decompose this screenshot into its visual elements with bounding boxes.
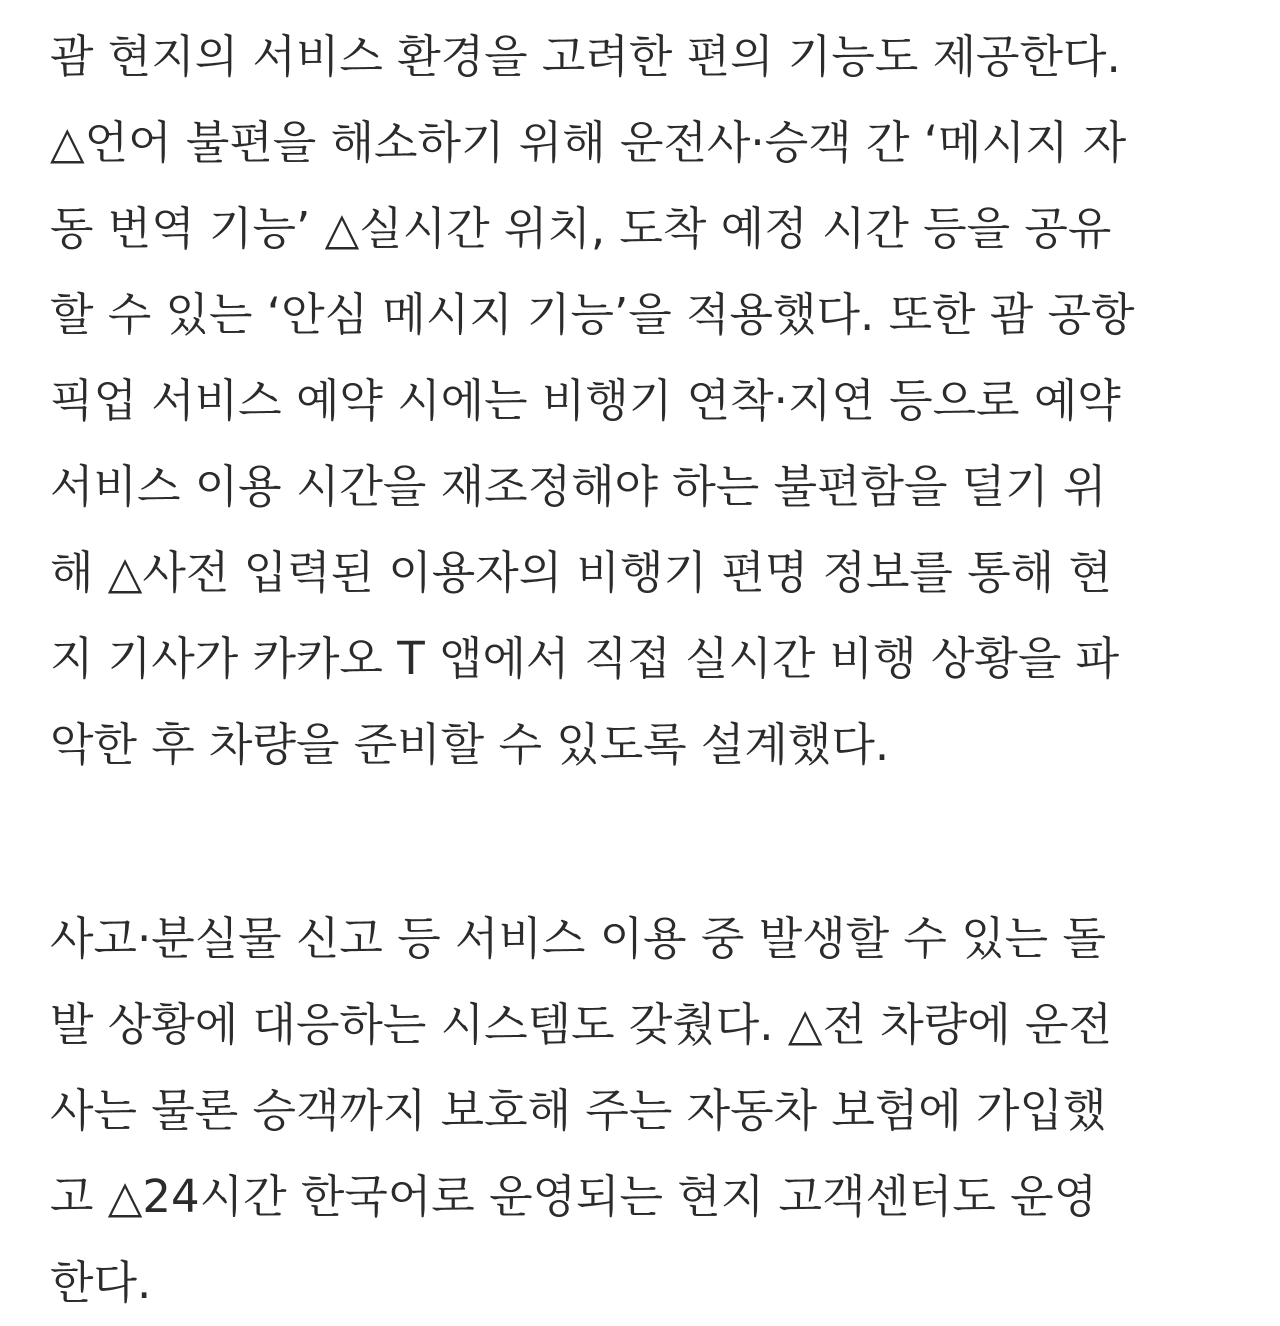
article-body (50, 14, 1240, 1326)
text-line: 악한 후 차량을 준비할 수 있도록 설계했다. (50, 718, 890, 771)
text-line: 지 기사가 카카오 T 앱에서 직접 실시간 비행 상황을 파 (50, 632, 1120, 685)
text-line: △언어 불편을 해소하기 위해 운전사·승객 간 ‘메시지 자 (50, 116, 1127, 169)
text-line: 동 번역 기능’ △실시간 위치, 도착 예정 시간 등을 공유 (50, 202, 1112, 255)
text-line: 괌 현지의 서비스 환경을 고려한 편의 기능도 제공한다. (50, 30, 1121, 83)
text-line: 한다. (50, 1256, 152, 1309)
text-line: 픽업 서비스 예약 시에는 비행기 연착·지연 등으로 예약 (50, 374, 1121, 427)
text-line: 사고·분실물 신고 등 서비스 이용 중 발생할 수 있는 돌 (50, 912, 1106, 965)
text-line: 할 수 있는 ‘안심 메시지 기능’을 적용했다. 또한 괌 공항 (50, 288, 1135, 341)
text-line: 사는 물론 승객까지 보호해 주는 자동차 보험에 가입했 (50, 1084, 1107, 1137)
paragraph-convenience-features (50, 14, 1240, 788)
paragraph-emergency-support (50, 896, 1240, 1326)
text-line: 해 △사전 입력된 이용자의 비행기 편명 정보를 통해 현 (50, 546, 1112, 599)
text-line: 서비스 이용 시간을 재조정해야 하는 불편함을 덜기 위 (50, 460, 1107, 513)
text-line: 발 상황에 대응하는 시스템도 갖췄다. △전 차량에 운전 (50, 998, 1112, 1051)
text-line: 고 △24시간 한국어로 운영되는 현지 고객센터도 운영 (50, 1170, 1098, 1223)
